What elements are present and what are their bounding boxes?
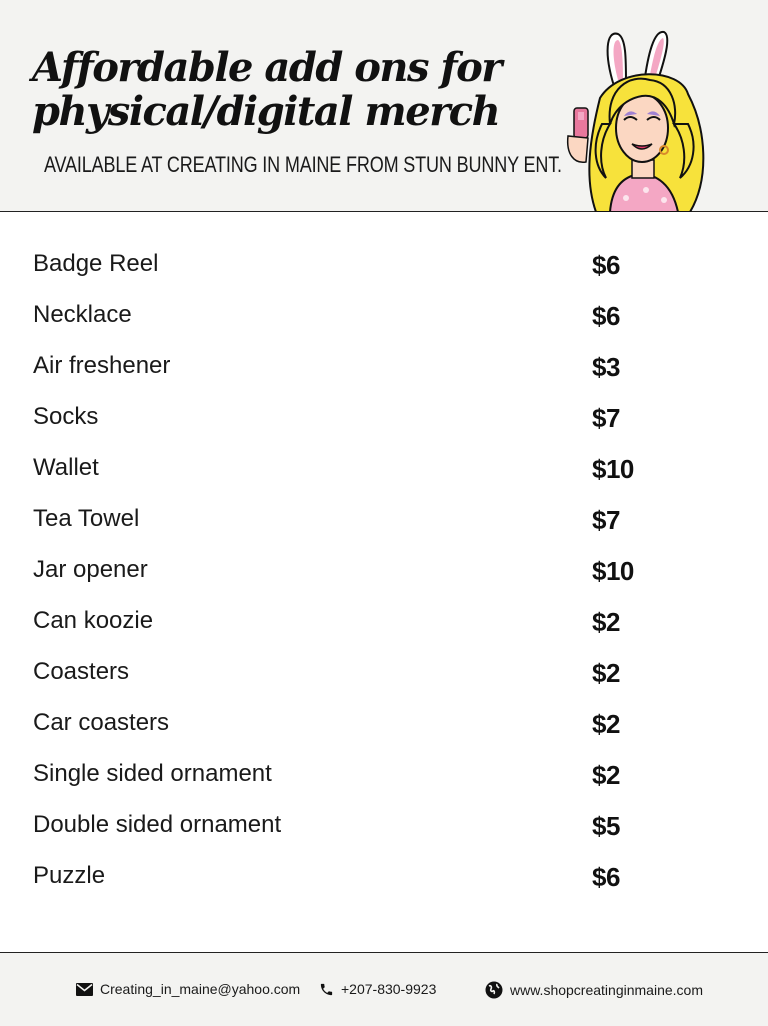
item-name: Necklace	[33, 301, 132, 328]
list-item	[0, 850, 768, 901]
item-name: Badge Reel	[33, 250, 159, 277]
subtitle: AVAILABLE AT CREATING IN MAINE FROM STUN BUNNY ENT.	[44, 152, 562, 177]
title-line-2: physical/digital merch	[32, 88, 500, 135]
item-price: $2	[592, 709, 620, 739]
item-price: $10	[592, 454, 634, 484]
email-contact[interactable]	[76, 981, 300, 997]
list-item	[0, 646, 768, 697]
item-name: Can koozie	[33, 607, 154, 634]
item-price: $7	[592, 505, 620, 535]
list-item	[0, 697, 768, 748]
item-price: $7	[592, 403, 620, 433]
page-title	[32, 46, 592, 134]
phone-contact[interactable]	[319, 981, 436, 997]
item-name: Double sided ornament	[33, 811, 282, 838]
item-price: $2	[592, 607, 620, 637]
item-price: $6	[592, 301, 620, 331]
item-price: $6	[592, 862, 620, 892]
item-price: $2	[592, 760, 620, 790]
envelope-icon	[76, 983, 93, 996]
list-item	[0, 340, 768, 391]
item-name: Puzzle	[33, 862, 106, 889]
phone-icon	[319, 982, 334, 997]
item-name: Car coasters	[33, 709, 170, 736]
title-line-1: Affordable add ons for	[32, 44, 501, 91]
item-price: $5	[592, 811, 620, 841]
item-name: Wallet	[33, 454, 99, 481]
list-item	[0, 442, 768, 493]
phone-number[interactable]: +207-830-9923	[341, 981, 437, 997]
list-item	[0, 748, 768, 799]
item-name: Single sided ornament	[33, 760, 272, 787]
list-item	[0, 544, 768, 595]
email-address[interactable]: Creating_in_maine@yahoo.com	[100, 981, 301, 997]
list-item	[0, 799, 768, 850]
item-price: $10	[592, 556, 634, 586]
item-name: Air freshener	[33, 352, 171, 379]
website-url[interactable]: www.shopcreatinginmaine.com	[510, 982, 703, 998]
price-list	[0, 238, 768, 901]
list-item	[0, 289, 768, 340]
item-name: Socks	[33, 403, 99, 430]
globe-icon	[485, 981, 503, 999]
item-name: Coasters	[33, 658, 130, 685]
list-item	[0, 595, 768, 646]
item-price: $6	[592, 250, 620, 280]
header	[0, 0, 768, 212]
item-price: $2	[592, 658, 620, 688]
item-name: Jar opener	[33, 556, 148, 583]
item-name: Tea Towel	[33, 505, 140, 532]
bunny-mascot-illustration	[560, 28, 710, 212]
item-price: $3	[592, 352, 620, 382]
website-contact[interactable]	[485, 981, 703, 999]
footer	[0, 952, 768, 1026]
list-item	[0, 391, 768, 442]
list-item	[0, 238, 768, 289]
list-item	[0, 493, 768, 544]
